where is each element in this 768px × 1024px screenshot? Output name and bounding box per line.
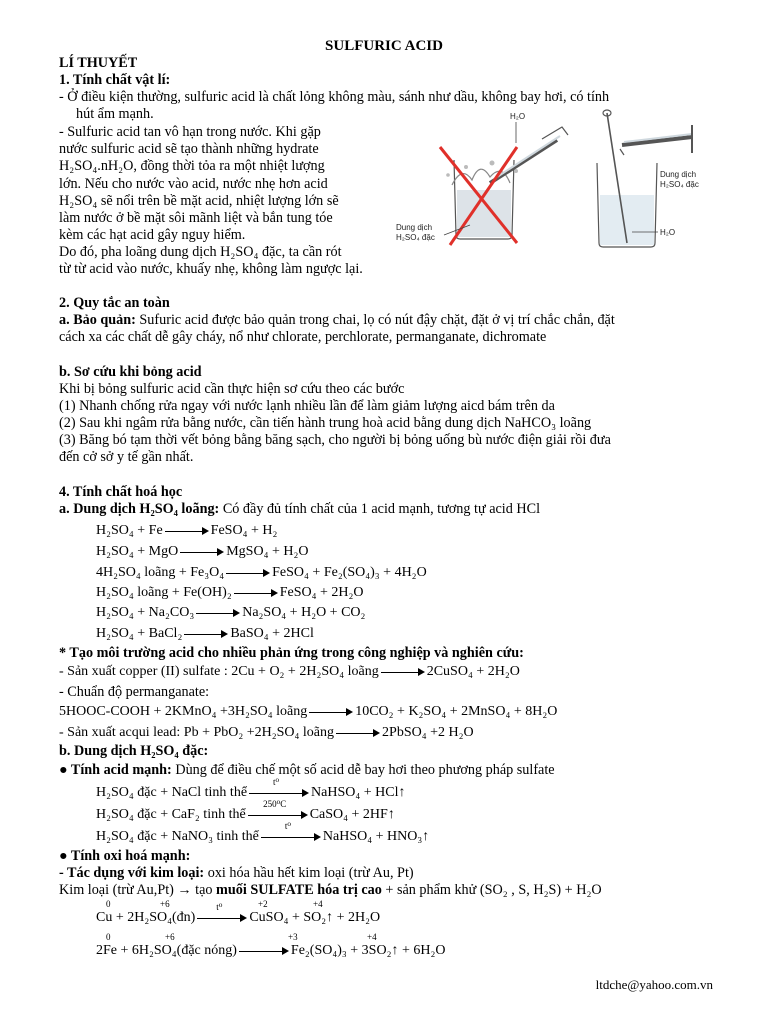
arrow-condition: t⁰: [272, 776, 280, 787]
oxidation-number: +6: [160, 899, 170, 909]
equation-left: H₂SO₄ đặc + CaF₂ tinh thể: [96, 807, 246, 822]
paragraph-line: từ từ acid vào nước, khuấy nhẹ, không làm ngược lại.: [59, 261, 363, 277]
section-1-heading: 1. Tính chất vật lí:: [59, 72, 171, 88]
figure-label-right-1: Dung dịch: [660, 170, 697, 179]
footer-email: ltdche@yahoo.com.vn: [595, 977, 713, 992]
equation-left: - Sản xuất copper (II) sulfate : 2Cu + O₂ + 2H₂SO₄ loãng: [59, 664, 379, 679]
paragraph-line: đến cở sở y tế gần nhất.: [59, 449, 194, 465]
equation-right: NaHSO₄ + HNO₃↑: [322, 829, 430, 844]
equation-left: H₂SO₄ loãng + Fe(OH)₂: [96, 585, 232, 600]
equation-left: 5HOOC-COOH + 2KMnO₄ +3H₂SO₄ loãng: [59, 704, 308, 719]
paragraph-line: nước sulfuric acid sẽ tạo thành những hydrate: [59, 141, 319, 157]
strong-acid-line: [59, 762, 555, 779]
metal-label: - Tác dụng với kim loại:: [59, 865, 205, 881]
equation-right: 2CuSO₄ + 2H₂O: [426, 664, 520, 679]
arrow-icon: [248, 798, 308, 820]
first-aid-heading: b. Sơ cứu khi bỏng acid: [59, 364, 202, 380]
theory-heading: LÍ THUYẾT: [59, 55, 138, 71]
page-title: SULFURIC ACID: [325, 38, 443, 54]
oxidation-number: +6: [165, 932, 175, 942]
arrow-icon: [197, 901, 247, 923]
paragraph-line: - Sulfuric acid tan vô hạn trong nước. Khi gặp: [59, 124, 321, 140]
equation-3: [96, 564, 427, 581]
paragraph-line: H₂SO₄ sẽ nổi trên bề mặt acid, nhiệt lượng lớn sẽ: [59, 193, 339, 209]
dilution-figure: [392, 105, 717, 255]
paragraph-line: Do đó, pha loãng dung dịch H₂SO₄ đặc, ta cần rót: [59, 244, 342, 260]
storage-text: Sufuric acid được bảo quản trong chai, lọ có nút đậy chặt, đặt ở vị trí chắc chắn, đặt: [135, 312, 615, 328]
equation-right: FeSO₄ + 2H₂O: [279, 585, 364, 600]
industry-heading: * Tạo môi trường acid cho nhiều phản ứng trong công nghiệp và nghiên cứu:: [59, 645, 524, 661]
equation-left: H₂SO₄ + Na₂CO₃: [96, 605, 195, 620]
arrow-condition: 250⁰C: [263, 798, 287, 809]
oxidizing-heading: ● Tính oxi hoá mạnh:: [59, 848, 191, 864]
arrow-icon: [184, 629, 228, 639]
arrow-icon: [239, 946, 289, 956]
equation-left: H₂SO₄ + MgO: [96, 544, 179, 559]
rule-text: Kim loại (trừ Au,Pt) → tạo: [59, 882, 217, 898]
arrow-icon: [309, 707, 353, 717]
storage-label: a. Bảo quản:: [59, 312, 136, 328]
figure-label-h2o-bottom: H₂O: [660, 228, 676, 237]
paragraph-line: (3) Băng bó tạm thời vết bỏng bằng băng sạch, cho người bị bỏng uống bù nước điện giải rồi đưa: [59, 432, 611, 448]
strong-acid-label: ● Tính acid mạnh:: [59, 762, 172, 778]
oxidation-number: +4: [313, 899, 323, 909]
oxidation-number: 0: [106, 932, 111, 942]
arrow-icon: [226, 568, 270, 578]
oxidation-number: +3: [288, 932, 298, 942]
metal-rule-line: [59, 882, 602, 899]
figure-label-left-1: Dung dịch: [396, 223, 433, 232]
dilute-acid-text: Có đầy đủ tính chất của 1 acid mạnh, tương tự acid HCl: [219, 501, 541, 517]
concentrated-heading: b. Dung dịch H₂SO₄ đặc:: [59, 743, 209, 759]
paragraph-line: H₂SO₄.nH₂O, đồng thời tỏa ra một nhiệt lượng: [59, 158, 325, 174]
industry-line-3: [59, 703, 557, 720]
equation-right: CaSO₄ + 2HF↑: [309, 807, 395, 822]
equation-right: CuSO₄ + SO₂↑ + 2H₂O: [249, 910, 381, 925]
paragraph-line: kèm các hạt acid gây nguy hiểm.: [59, 227, 246, 243]
equation-left: H₂SO₄ đặc + NaCl tinh thể: [96, 785, 248, 800]
equation-left: H₂SO₄ đặc + NaNO₃ tinh thể: [96, 829, 259, 844]
section-2-heading: 2. Quy tắc an toàn: [59, 295, 170, 311]
figure-label-right-2: H₂SO₄ đặc: [660, 180, 699, 189]
paragraph-line: (1) Nhanh chống rửa ngay với nước lạnh nhiều lần để làm giảm lượng aicd bám trên da: [59, 398, 555, 414]
paragraph-line: làm nước ở bề mặt sôi mãnh liệt và bắn tung tóe: [59, 210, 333, 226]
equation-right: NaHSO₄ + HCl↑: [311, 785, 406, 800]
oxidation-number: +4: [367, 932, 377, 942]
industry-line-2: - Chuẩn độ permanganate:: [59, 684, 210, 700]
equation-right: Na₂SO₄ + H₂O + CO₂: [242, 605, 366, 620]
industry-line-4: [59, 724, 474, 741]
metal-text: oxi hóa hầu hết kim loại (trừ Au, Pt): [204, 865, 414, 881]
equation-4: [96, 584, 363, 601]
rule-text: + sản phẩm khử (SO₂ , S, H₂S) + H₂O: [381, 882, 602, 898]
equation-right: 2PbSO₄ +2 H₂O: [382, 725, 474, 740]
metal-line: [59, 865, 414, 882]
oxidation-number: +2: [258, 899, 268, 909]
strong-acid-text: Dùng để điều chế một số acid dễ bay hơi theo phương pháp sulfate: [171, 762, 555, 778]
equation-right: 10CO₂ + K₂SO₄ + 2MnSO₄ + 8H₂O: [355, 704, 558, 719]
arrow-icon: [165, 526, 209, 536]
redox-equation-1: [96, 901, 381, 926]
equation-right: FeSO₄ + H₂: [210, 523, 278, 538]
dilute-acid-line: [59, 501, 540, 518]
figure-label-left-2: H₂SO₄ đặc: [396, 233, 435, 242]
equation-left: - Sản xuất acqui lead: Pb + PbO₂ +2H₂SO₄ loãng: [59, 725, 335, 740]
industry-line-1: [59, 663, 520, 680]
redox-equation-2: [96, 942, 445, 959]
figure-label-h2o-top: H₂O: [510, 112, 526, 121]
equation-right: Fe₂(SO₄)₃ + 3SO₂↑ + 6H₂O: [290, 943, 446, 958]
paragraph-line: Khi bị bỏng sulfuric acid cần thực hiện sơ cứu theo các bước: [59, 381, 405, 397]
arrow-icon: [261, 820, 321, 842]
equation-left: Cu + 2H₂SO₄(đn): [96, 910, 196, 925]
equation-8: [96, 798, 395, 823]
equation-left: H₂SO₄ + Fe: [96, 523, 163, 538]
paragraph-line: cách xa các chất dễ gây cháy, nổ như chlorate, perchlorate, permanganate, dichromate: [59, 329, 547, 345]
arrow-icon: [336, 728, 380, 738]
equation-right: FeSO₄ + Fe₂(SO₄)₃ + 4H₂O: [272, 565, 427, 580]
arrow-icon: [180, 547, 224, 557]
paragraph-line: hút ẩm mạnh.: [76, 106, 154, 122]
paragraph-line: - Ở điều kiện thường, sulfuric acid là chất lỏng không màu, sánh như dầu, không bay hơi, có tính: [59, 89, 610, 105]
equation-6: [96, 625, 314, 642]
paragraph-line: lớn. Nếu cho nước vào acid, nước nhẹ hơn acid: [59, 176, 328, 192]
paragraph-line: (2) Sau khi ngâm rửa bằng nước, cần tiến hành trung hoà acid bằng dung dịch NaHCO₃ loãng: [59, 415, 592, 431]
oxidation-number: 0: [106, 899, 111, 909]
equation-9: [96, 820, 430, 845]
arrow-condition: t⁰: [216, 901, 223, 912]
section-4-heading: 4. Tính chất hoá học: [59, 484, 183, 500]
dilute-acid-label: a. Dung dịch H₂SO₄ loãng:: [59, 501, 220, 517]
arrow-icon: [249, 776, 309, 798]
equation-2: [96, 543, 308, 560]
storage-line: [59, 312, 615, 329]
equation-left: 2Fe + 6H₂SO₄(đặc nóng): [96, 943, 237, 958]
equation-right: MgSO₄ + H₂O: [226, 544, 309, 559]
arrow-icon: [234, 588, 278, 598]
arrow-icon: [196, 608, 240, 618]
equation-1: [96, 522, 277, 539]
equation-left: 4H₂SO₄ loãng + Fe₃O₄: [96, 565, 225, 580]
rule-emphasis: muối SULFATE hóa trị cao: [216, 882, 382, 898]
equation-5: [96, 604, 365, 621]
arrow-icon: [381, 667, 425, 677]
arrow-condition: t⁰: [284, 820, 291, 831]
equation-left: H₂SO₄ + BaCl₂: [96, 626, 183, 641]
equation-right: BaSO₄ + 2HCl: [230, 626, 314, 641]
